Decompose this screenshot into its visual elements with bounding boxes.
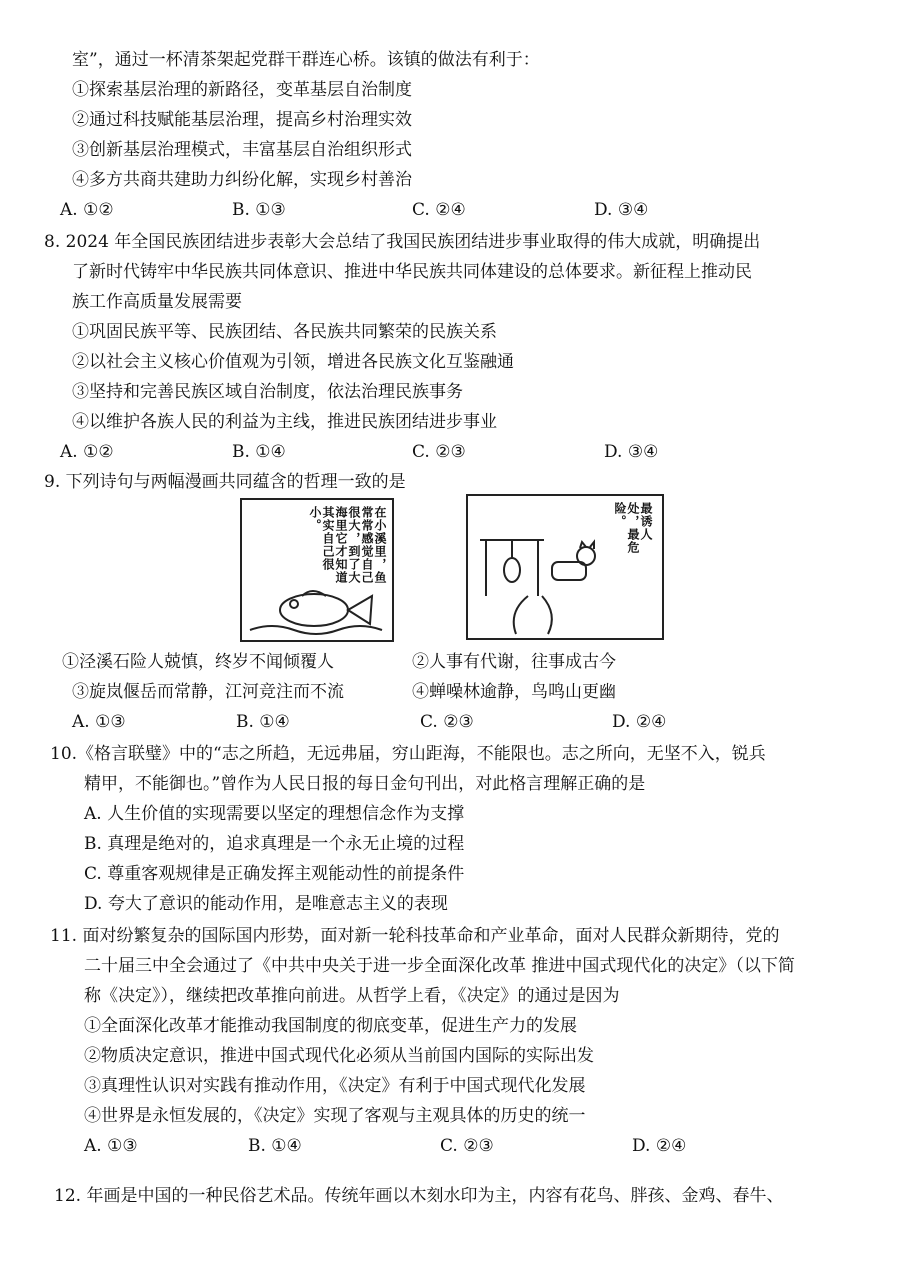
q7-option-c[interactable]: C. ②④ xyxy=(412,200,466,220)
q8-statement-1: ①巩固民族平等、民族团结、各民族共同繁荣的民族关系 xyxy=(72,322,497,342)
q7-option-d[interactable]: D. ③④ xyxy=(594,200,649,220)
q11-stem-2: 二十届三中全会通过了《中共中央关于进一步全面深化改革 推进中国式现代化的决定》（以下简 xyxy=(84,956,795,976)
cartoon-fish-caption: 在小溪里，鱼常常感觉自己很大，到了大海里它才知道其实自己很小。 xyxy=(308,506,387,584)
q8-stem-1: 8. 2024 年全国民族团结进步表彰大会总结了我国民族团结进步事业取得的伟大成就，明确提出 xyxy=(44,232,761,252)
q9-option-d[interactable]: D. ②④ xyxy=(612,712,667,732)
cartoon-cat-bait xyxy=(466,494,664,640)
q8-statement-4: ④以维护各族人民的利益为主线，推进民族团结进步事业 xyxy=(72,412,497,432)
q9-option-a[interactable]: A. ①③ xyxy=(72,712,126,732)
q12-stem-1: 12. 年画是中国的一种民俗艺术品。传统年画以木刻水印为主，内容有花鸟、胖孩、金鸡、春牛、 xyxy=(54,1186,784,1206)
q7-option-a[interactable]: A. ①② xyxy=(60,200,114,220)
q11-statement-2: ②物质决定意识，推进中国式现代化必须从当前国内国际的实际出发 xyxy=(84,1046,594,1066)
q7-statement-2: ②通过科技赋能基层治理，提高乡村治理实效 xyxy=(72,110,412,130)
q11-statement-1: ①全面深化改革才能推动我国制度的彻底变革，促进生产力的发展 xyxy=(84,1016,577,1036)
q9-statement-1: ①泾溪石险人兢慎，终岁不闻倾覆人 xyxy=(62,652,334,672)
fish-drawing-icon xyxy=(242,500,392,640)
q10-stem-2: 精甲，不能御也。”曾作为人民日报的每日金句刊出，对此格言理解正确的是 xyxy=(84,774,646,794)
q11-statement-4: ④世界是永恒发展的，《决定》实现了客观与主观具体的历史的统一 xyxy=(84,1106,586,1126)
q11-stem-3: 称《决定》），继续把改革推向前进。从哲学上看，《决定》的通过是因为 xyxy=(84,986,620,1006)
cartoon-fish xyxy=(240,498,394,642)
q10-option-b[interactable]: B. 真理是绝对的，追求真理是一个永无止境的过程 xyxy=(84,834,465,854)
q9-statement-2: ②人事有代谢，往事成古今 xyxy=(412,652,616,672)
q11-option-b[interactable]: B. ①④ xyxy=(248,1136,302,1156)
q9-option-b[interactable]: B. ①④ xyxy=(236,712,290,732)
q10-option-c[interactable]: C. 尊重客观规律是正确发挥主观能动性的前提条件 xyxy=(84,864,465,884)
q7-statement-1: ①探索基层治理的新路径，变革基层自治制度 xyxy=(72,80,412,100)
q11-statement-3: ③真理性认识对实践有推动作用，《决定》有利于中国式现代化发展 xyxy=(84,1076,586,1096)
q9-statement-4: ④蝉噪林逾静，鸟鸣山更幽 xyxy=(412,682,616,702)
q8-option-c[interactable]: C. ②③ xyxy=(412,442,466,462)
q9-option-c[interactable]: C. ②③ xyxy=(420,712,474,732)
q9-statement-3: ③旋岚偃岳而常静，江河竞注而不流 xyxy=(72,682,344,702)
q7-option-b[interactable]: B. ①③ xyxy=(232,200,286,220)
q7-statement-3: ③创新基层治理模式，丰富基层自治组织形式 xyxy=(72,140,412,160)
q7-statement-4: ④多方共商共建助力纠纷化解，实现乡村善治 xyxy=(72,170,412,190)
q8-stem-2: 了新时代铸牢中华民族共同体意识、推进中华民族共同体建设的总体要求。新征程上推动民 xyxy=(72,262,752,282)
q7-continuation: 室”，通过一杯清茶架起党群干群连心桥。该镇的做法有利于： xyxy=(72,50,540,70)
q8-option-a[interactable]: A. ①② xyxy=(60,442,114,462)
q8-option-b[interactable]: B. ①④ xyxy=(232,442,286,462)
q10-option-d[interactable]: D. 夸大了意识的能动作用，是唯意志主义的表现 xyxy=(84,894,448,914)
q11-option-d[interactable]: D. ②④ xyxy=(632,1136,687,1156)
q9-stem: 9. 下列诗句与两幅漫画共同蕴含的哲理一致的是 xyxy=(44,472,406,492)
q8-statement-3: ③坚持和完善民族区域自治制度，依法治理民族事务 xyxy=(72,382,463,402)
q8-statement-2: ②以社会主义核心价值观为引领，增进各民族文化互鉴融通 xyxy=(72,352,514,372)
q8-stem-3: 族工作高质量发展需要 xyxy=(72,292,242,312)
q10-stem-1: 10.《格言联璧》中的“志之所趋，无远弗届，穷山距海，不能限也。志之所向，无坚不入，锐兵 xyxy=(50,744,766,764)
q11-option-a[interactable]: A. ①③ xyxy=(84,1136,138,1156)
q11-option-c[interactable]: C. ②③ xyxy=(440,1136,494,1156)
q8-option-d[interactable]: D. ③④ xyxy=(604,442,659,462)
q10-option-a[interactable]: A. 人生价值的实现需要以坚定的理想信念作为支撑 xyxy=(84,804,465,824)
q11-stem-1: 11. 面对纷繁复杂的国际国内形势，面对新一轮科技革命和产业革命，面对人民群众新期待，党的 xyxy=(50,926,780,946)
cartoon-cat-caption: 最诱人处，最危险。 xyxy=(613,502,653,554)
cat-trap-drawing-icon xyxy=(468,496,662,638)
